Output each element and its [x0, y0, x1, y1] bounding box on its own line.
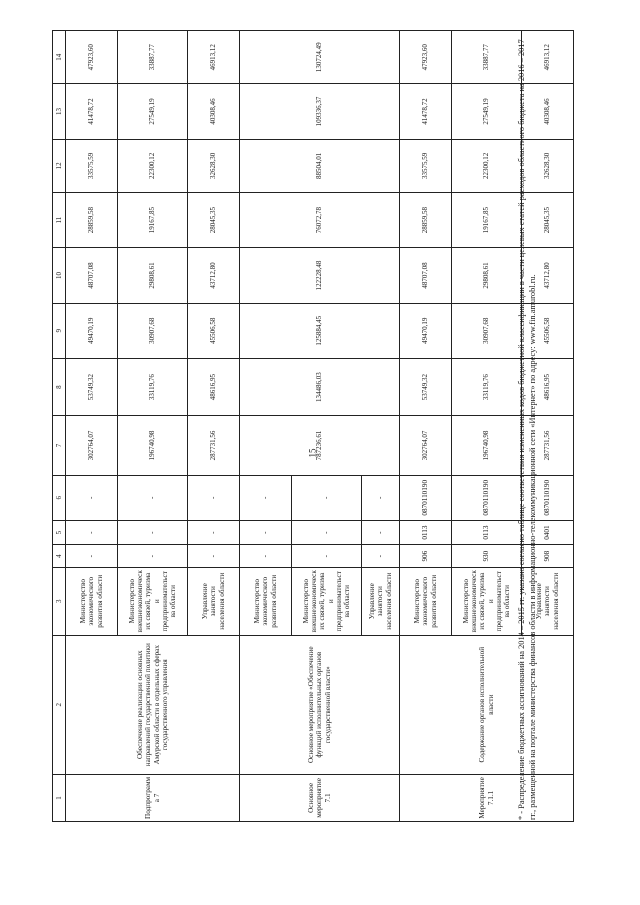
amount-cell: 130724,49: [240, 31, 400, 84]
amount-cell: 125884,45: [240, 303, 400, 358]
executor-cell: Министерство экономического развития области: [400, 567, 452, 635]
amount-cell: 28859,58: [66, 192, 118, 247]
level-cell: Основное мероприятие 7.1: [240, 774, 400, 821]
amount-cell: 28859,58: [400, 192, 452, 247]
code-cell: -: [118, 520, 188, 545]
header-cell: 3: [53, 567, 66, 635]
amount-cell: 196740,98: [118, 416, 188, 475]
amount-cell: 302764,07: [66, 416, 118, 475]
executor-cell: Управление занятости населения области: [188, 567, 240, 635]
header-cell: 2: [53, 635, 66, 774]
code-cell: 908: [522, 545, 574, 568]
code-cell: 0870110190: [452, 475, 522, 520]
code-cell: 0113: [452, 520, 522, 545]
amount-cell: 33887,77: [452, 31, 522, 84]
amount-cell: 787236,61: [240, 416, 400, 475]
amount-cell: 76072,78: [240, 192, 400, 247]
amount-cell: 27549,19: [452, 84, 522, 139]
budget-table: [52, 30, 574, 822]
program-name-cell: Содержание органов исполнительной власти: [400, 635, 574, 774]
level-cell: Подпрограмма 7: [66, 774, 240, 821]
amount-cell: 46913,12: [188, 31, 240, 84]
page-number: 15: [307, 448, 318, 458]
amount-cell: 30907,68: [452, 303, 522, 358]
amount-cell: 29808,61: [118, 248, 188, 303]
amount-cell: 27549,19: [118, 84, 188, 139]
table-row: [66, 31, 118, 822]
code-cell: 0870110190: [522, 475, 574, 520]
code-cell: 0401: [522, 520, 574, 545]
amount-cell: 43712,80: [522, 248, 574, 303]
amount-cell: 49470,19: [66, 303, 118, 358]
table-row: [400, 31, 452, 822]
code-cell: -: [292, 545, 362, 568]
program-name-cell: Основное мероприятие «Обеспечение функций исполнительных органов государственной власти»: [240, 635, 400, 774]
header-cell: 1: [53, 774, 66, 821]
executor-cell: Министерство внешнеэкономических связей, туризма и предпринимательства области: [452, 567, 522, 635]
executor-cell: Министерство экономического развития области: [66, 567, 118, 635]
header-cell: 5: [53, 520, 66, 545]
amount-cell: 28045,35: [188, 192, 240, 247]
code-cell: -: [292, 520, 362, 545]
amount-cell: 88504,01: [240, 139, 400, 192]
code-cell: -: [240, 545, 292, 568]
amount-cell: 45506,58: [188, 303, 240, 358]
executor-cell: Министерство внешнеэкономических связей, туризма и предпринимательства области: [292, 567, 362, 635]
code-cell: -: [362, 545, 400, 568]
amount-cell: 46913,12: [522, 31, 574, 84]
code-cell: 0870110190: [400, 475, 452, 520]
amount-cell: 48616,95: [522, 358, 574, 415]
header-cell: 12: [53, 139, 66, 192]
amount-cell: 48707,08: [66, 248, 118, 303]
amount-cell: 47923,60: [66, 31, 118, 84]
code-cell: -: [66, 475, 118, 520]
amount-cell: 287731,56: [188, 416, 240, 475]
code-cell: -: [118, 475, 188, 520]
amount-cell: 33119,76: [118, 358, 188, 415]
amount-cell: 33575,59: [400, 139, 452, 192]
code-cell: -: [362, 475, 400, 520]
code-cell: -: [188, 520, 240, 545]
amount-cell: 30907,68: [118, 303, 188, 358]
amount-cell: 40308,46: [188, 84, 240, 139]
executor-cell: Управление занятости населения области: [362, 567, 400, 635]
amount-cell: 302764,07: [400, 416, 452, 475]
code-cell: 906: [400, 545, 452, 568]
amount-cell: 40308,46: [522, 84, 574, 139]
footnote: * - Распределение бюджетных ассигнований на 2014 – 2015 гг. указано согласно таблице соответствия измененных кодов бюджетной классификации в части целевых статей расходов областного бюджета на 2016 – 2017 гг., размещенной на портале министерства финансов области в информационно-телекоммуникационной сети «Интернет» по адресу: www.fin.amurobl.ru.: [517, 39, 538, 820]
amount-cell: 19167,85: [452, 192, 522, 247]
amount-cell: 41478,72: [400, 84, 452, 139]
code-cell: -: [188, 475, 240, 520]
executor-cell: Министерство экономического развития области: [240, 567, 292, 635]
code-cell: -: [118, 545, 188, 568]
amount-cell: 19167,85: [118, 192, 188, 247]
amount-cell: 43712,80: [188, 248, 240, 303]
header-cell: 4: [53, 545, 66, 568]
amount-cell: 122228,48: [240, 248, 400, 303]
code-cell: -: [188, 545, 240, 568]
amount-cell: 47923,60: [400, 31, 452, 84]
amount-cell: 287731,56: [522, 416, 574, 475]
amount-cell: 49470,19: [400, 303, 452, 358]
amount-cell: 32628,30: [188, 139, 240, 192]
amount-cell: 33575,59: [66, 139, 118, 192]
amount-cell: 48707,08: [400, 248, 452, 303]
header-cell: 11: [53, 192, 66, 247]
level-cell: Мероприятие 7.1.1: [400, 774, 574, 821]
header-cell: 7: [53, 416, 66, 475]
amount-cell: 33887,77: [118, 31, 188, 84]
amount-cell: 134486,03: [240, 358, 400, 415]
header-cell: 14: [53, 31, 66, 84]
amount-cell: 22300,12: [118, 139, 188, 192]
amount-cell: 33119,76: [452, 358, 522, 415]
header-cell: 8: [53, 358, 66, 415]
program-name-cell: Обеспечение реализации основных направлений государственной политики Амурской области в отдельных сферах государственного управления: [66, 635, 240, 774]
executor-cell: Управление занятости населения области: [522, 567, 574, 635]
amount-cell: 196740,98: [452, 416, 522, 475]
code-cell: -: [66, 520, 118, 545]
table-row: [240, 31, 292, 822]
amount-cell: 53749,32: [400, 358, 452, 415]
code-cell: -: [292, 475, 362, 520]
header-cell: 10: [53, 248, 66, 303]
header-row: [53, 31, 66, 822]
code-cell: -: [362, 520, 400, 545]
header-cell: 6: [53, 475, 66, 520]
amount-cell: 22300,12: [452, 139, 522, 192]
code-cell: -: [240, 475, 292, 520]
amount-cell: 109336,37: [240, 84, 400, 139]
header-cell: 9: [53, 303, 66, 358]
code-cell: 930: [452, 545, 522, 568]
amount-cell: 28045,35: [522, 192, 574, 247]
code-cell: -: [240, 520, 292, 545]
code-cell: 0113: [400, 520, 452, 545]
code-cell: -: [66, 545, 118, 568]
amount-cell: 41478,72: [66, 84, 118, 139]
amount-cell: 29808,61: [452, 248, 522, 303]
amount-cell: 53749,32: [66, 358, 118, 415]
amount-cell: 48616,95: [188, 358, 240, 415]
amount-cell: 45506,58: [522, 303, 574, 358]
executor-cell: Министерство внешнеэкономических связей, туризма и предпринимательства области: [118, 567, 188, 635]
amount-cell: 32628,30: [522, 139, 574, 192]
header-cell: 13: [53, 84, 66, 139]
